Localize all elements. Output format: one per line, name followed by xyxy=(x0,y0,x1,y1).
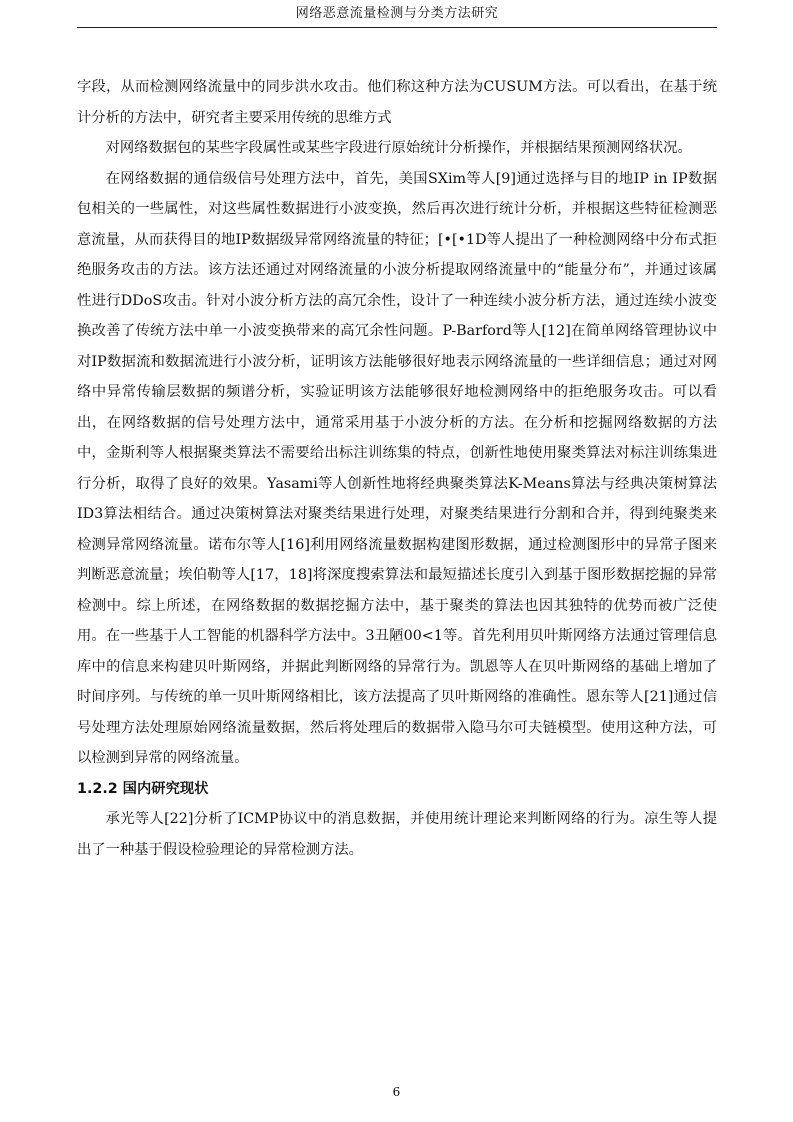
header-rule xyxy=(77,27,717,28)
paragraph-4: 承光等人[22]分析了ICMP协议中的消息数据，并使用统计理论来判断网络的行为。凉生等人提出了一种基于假设检验理论的异常检测方法。 xyxy=(77,811,717,858)
document-body xyxy=(77,72,717,865)
page-number: 6 xyxy=(392,1085,401,1099)
paragraph-1: 字段，从而检测网络流量中的同步洪水攻击。他们称这种方法为CUSUM方法。可以看出，在基于统计分析的方法中，研究者主要采用传统的思维方式 xyxy=(77,79,717,126)
paragraph-3: 在网络数据的通信级信号处理方法中，首先，美国SXim等人[9]通过选择与目的地IP in IP数据包相关的一些属性，对这些属性数据进行小波变换，然后再次进行统计分析，并根据这些特征检测恶意流量，从而获得目的地IP数据级异常网络流量的特征；[•[•1D等人提出了一种检测网络中分布式拒绝服务攻击的方法。该方法还通过对网络流量的小波分析提取网络流量中的“能量分布”，并通过该属性进行DDoS攻击。针对小波分析方法的高冗余性，设计了一种连续小波分析方法，通过连续小波变换改善了传统方法中单一小波变换带来的高冗余性问题。P-Barford等人[12]在简单网络管理协议中对IP数据流和数据流进行小波分析，证明该方法能够很好地表示网络流量的一些详细信息；通过对网络中异常传输层数据的频谱分析，实验证明该方法能够很好地检测网络中的拒绝服务攻击。可以看出，在网络数据的信号处理方法中，通常采用基于小波分析的方法。在分析和挖掘网络数据的方法中，金斯利等人根据聚类算法不需要给出标注训练集的特点，创新性地使用聚类算法对标注训练集进行分析，取得了良好的效果。Yasami等人创新性地将经典聚类算法K-Means算法与经典决策树算法ID3算法相结合。通过决策树算法对聚类结果进行处理，对聚类结果进行分割和合并，得到纯聚类来检测异常网络流量。诺布尔等人[16]利用网络流量数据构建图形数据，通过检测图形中的异常子图来判断恶意流量；埃伯勒等人[17，18]将深度搜索算法和最短描述长度引入到基于图形数据挖掘的异常检测中。综上所述，在网络数据的数据挖掘方法中，基于聚类的算法也因其独特的优势而被广泛使用。在一些基于人工智能的机器科学方法中。3丑陋00<1等。首先利用贝叶斯网络方法通过管理信息库中的信息来构建贝叶斯网络，并据此判断网络的异常行为。凯恩等人在贝叶斯网络的基础上增加了时间序列。与传统的单一贝叶斯网络相比，该方法提高了贝叶斯网络的准确性。恩东等人[21]通过信号处理方法处理原始网络流量数据，然后将处理后的数据带入隐马尔可夫链模型。使用这种方法，可以检测到异常的网络流量。 xyxy=(77,170,717,766)
paragraph-2: 对网络数据包的某些字段属性或某些字段进行原始统计分析操作，并根据结果预测网络状况。 xyxy=(105,140,692,156)
running-header: 网络恶意流量检测与分类方法研究 xyxy=(295,6,499,21)
section-heading: 1.2.2 国内研究现状 xyxy=(77,780,209,797)
